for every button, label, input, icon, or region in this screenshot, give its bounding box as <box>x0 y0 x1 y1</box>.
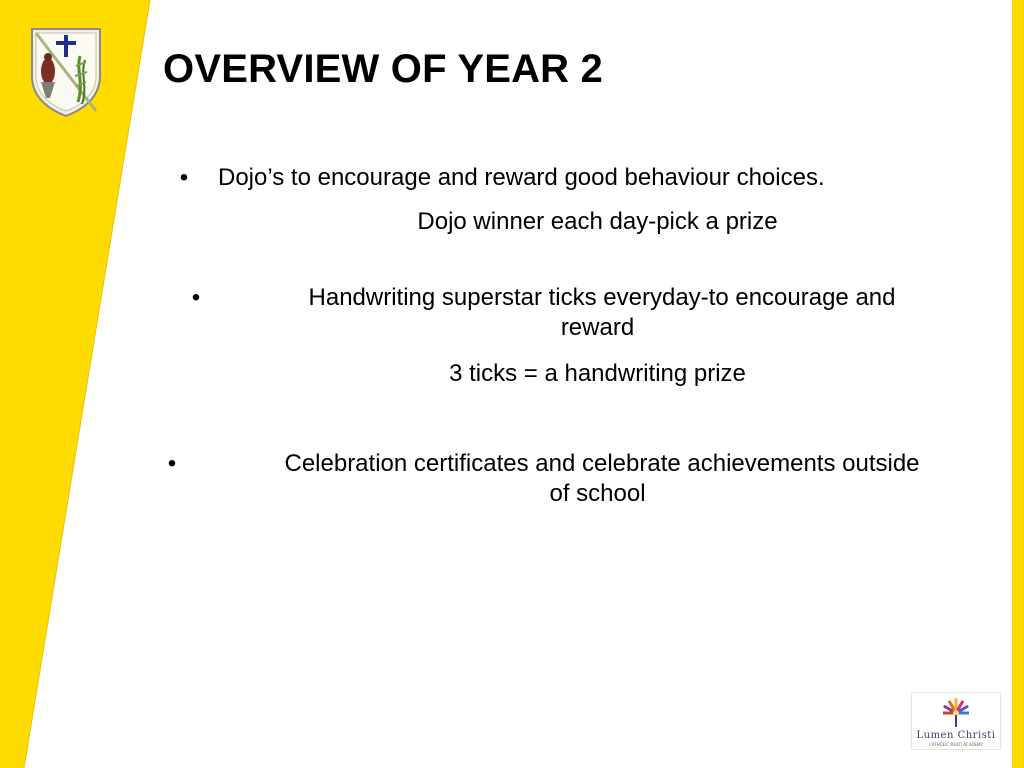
bullet-text-line-2: reward <box>560 314 635 341</box>
bullet-subtext: 3 ticks = a handwriting prize <box>449 360 746 387</box>
bullet-text-line-2: of school <box>549 480 646 507</box>
bullet-text-line-1: Celebration certificates and celebrate achievements outside <box>284 450 920 477</box>
lumen-christi-emblem-icon <box>912 693 1000 729</box>
bullet-subtext: Dojo winner each day-pick a prize <box>417 208 778 235</box>
school-crest-icon <box>28 26 104 118</box>
logo-name: Lumen Christi <box>916 730 996 741</box>
bullet-marker: • <box>191 284 201 311</box>
bullet-text-line-1: Handwriting superstar ticks everyday-to encourage and <box>308 284 896 311</box>
bullet-marker: • <box>179 164 189 191</box>
logo-subtitle: CATHOLIC MULTI ACADEMY <box>929 742 983 747</box>
slide-title: OVERVIEW OF YEAR 2 <box>163 47 604 91</box>
bullet-marker: • <box>167 450 177 477</box>
bullet-text: Dojo’s to encourage and reward good behaviour choices. <box>218 164 825 191</box>
lumen-christi-logo <box>911 692 1001 750</box>
